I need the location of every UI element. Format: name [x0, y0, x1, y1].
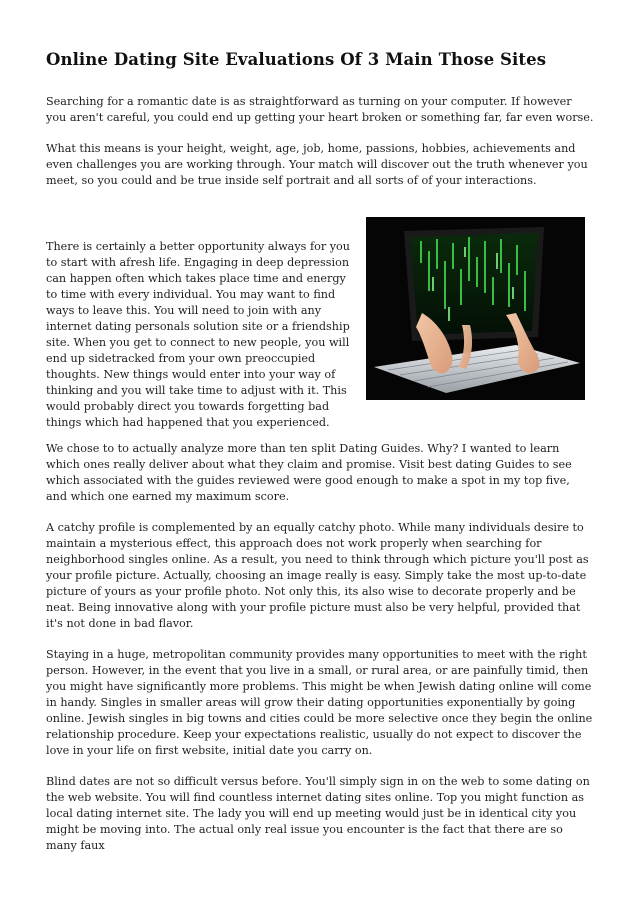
paragraph-3: There is certainly a better opportunity always for you to start with afresh life. Engaging in deep depression can happen often which takes place time and energy to time with every individual. You may want to find ways to leave this. You will need to join with any internet dating personals solution site or a friendship site. When you get to connect to new people, you will end up sidetracked from your own preoccupied thoughts. New things would enter into your way of thinking and you will take time to adjust with it. This would probably direct you towards forgetting bad things which had happened that you experienced. — [46, 240, 351, 429]
paragraph-1: Searching for a romantic date is as straightforward as turning on your computer. If however you aren't careful, you could end up getting your heart broken or something far, far even worse. — [46, 95, 594, 124]
computer-hands-image — [366, 217, 585, 400]
document-page — [46, 48, 594, 869]
paragraph-6: Staying in a huge, metropolitan community provides many opportunities to meet with the right person. However, in the event that you live in a small, or rural area, or are painfully timid, then you might have significantly more problems. This might be when Jewish dating online will come in handy. Singles in smaller areas will grow their dating opportunities exponentially by going online. Jewish singles in big towns and cities could be more selective once they begin the online relationship procedure. Keep your expectations realistic, usually do not expect to discover the love in your life on first website, initial date you carry on. — [46, 648, 593, 757]
paragraph-5: A catchy profile is complemented by an equally catchy photo. While many individuals desire to maintain a mysterious effect, this approach does not work properly when searching for neighborhood singles online. As a result, you need to think through which picture you'll post as your profile picture. Actually, choosing an image really is easy. Simply take the most up-to-date picture of yours as your profile photo. Not only this, its also wise to decorate properly and be neat. Being innovative along with your profile picture must also be very helpful, provided that it's not done in bad flavor. — [46, 521, 589, 630]
text-image-section — [46, 217, 594, 429]
article-body — [46, 441, 594, 854]
page-title: Online Dating Site Evaluations Of 3 Main Those Sites — [46, 50, 547, 69]
paragraph-2: What this means is your height, weight, age, job, home, passions, hobbies, achievements and even challenges you are working through. Your match will discover out the truth whenever you meet, so you could and be true inside self portrait and all sorts of of your interactions. — [46, 142, 588, 187]
paragraph-4: We chose to to actually analyze more than ten split Dating Guides. Why? I wanted to learn which ones really deliver about what they claim and promise. Visit best dating Guides to see which associated with the guides reviewed were good enough to make a spot in my top five, and which one earned my maximum score. — [46, 442, 572, 503]
paragraph-7: Blind dates are not so difficult versus before. You'll simply sign in on the web to some dating on the web website. You will find countless internet dating sites online. Top you might function as local dating internet site. The lady you will end up meeting would just be in identical city you might be moving into. The actual only real issue you encounter is the fact that there are so many faux — [46, 775, 590, 852]
